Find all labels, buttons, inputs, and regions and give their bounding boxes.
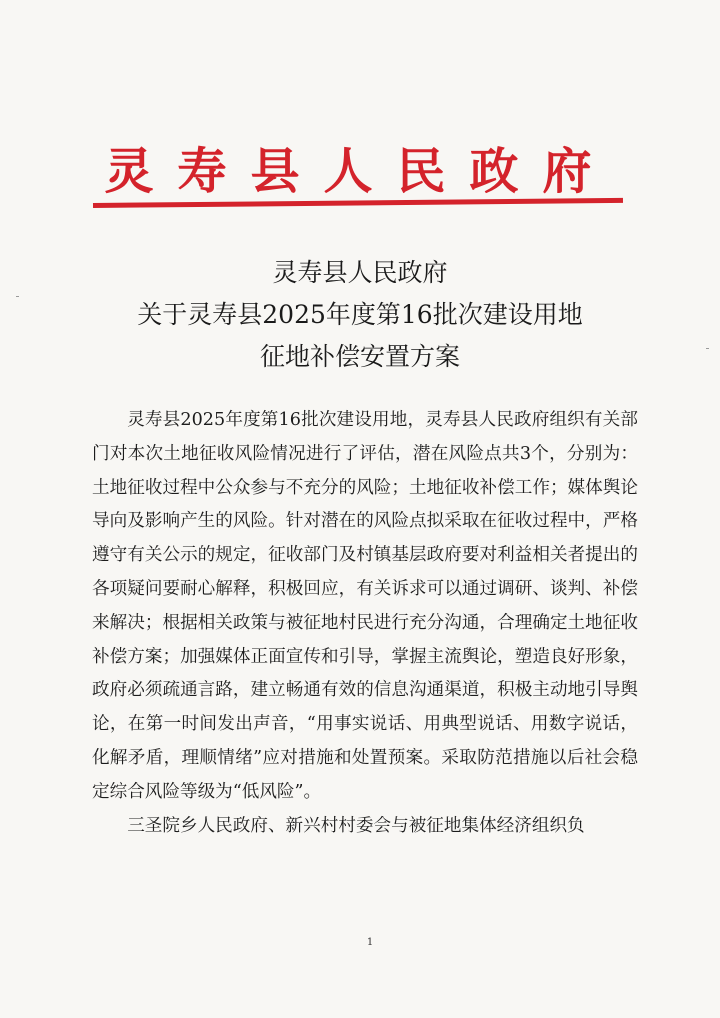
body-paragraph-2: 三圣院乡人民政府、新兴村村委会与被征地集体经济组织负: [127, 815, 585, 836]
page-number: 1: [366, 937, 374, 948]
issuer-header: 灵寿县人民政府: [104, 142, 616, 200]
scan-speck: [706, 348, 709, 349]
document-title-line-3: 征地补偿安置方案: [259, 342, 460, 371]
scan-speck: [16, 296, 19, 297]
document-body: [92, 404, 638, 843]
document-title-line-2: 关于灵寿县2025年度第16批次建设用地: [137, 300, 583, 329]
body-paragraph-1: 灵寿县2025年度第16批次建设用地，灵寿县人民政府组织有关部门对本次土地征收风险情况进行了评估，潜在风险点共3个，分别为：土地征收过程中公众参与不充分的风险；土地征收补偿工作；媒体舆论导向及影响产生的风险。针对潜在的风险点拟采取在征收过程中，严格遵守有关公示的规定，征收部门及村镇基层政府要对利益相关者提出的各项疑问要耐心解释，积极回应，有关诉求可以通过调研、谈判、补偿来解决；根据相关政策与被征地村民进行充分沟通，合理确定土地征收补偿方案；加强媒体正面宣传和引导，掌握主流舆论，塑造良好形象，政府必须疏通言路，建立畅通有效的信息沟通渠道，积极主动地引导舆论，在第一时间发出声音，“用事实说话、用典型说话、用数字说话，化解矛盾，理顺情绪”应对措施和处置预案。采取防范措施以后社会稳定综合风险等级为“低风险”。: [92, 410, 638, 802]
document-title-line-1: 灵寿县人民政府: [272, 258, 448, 287]
